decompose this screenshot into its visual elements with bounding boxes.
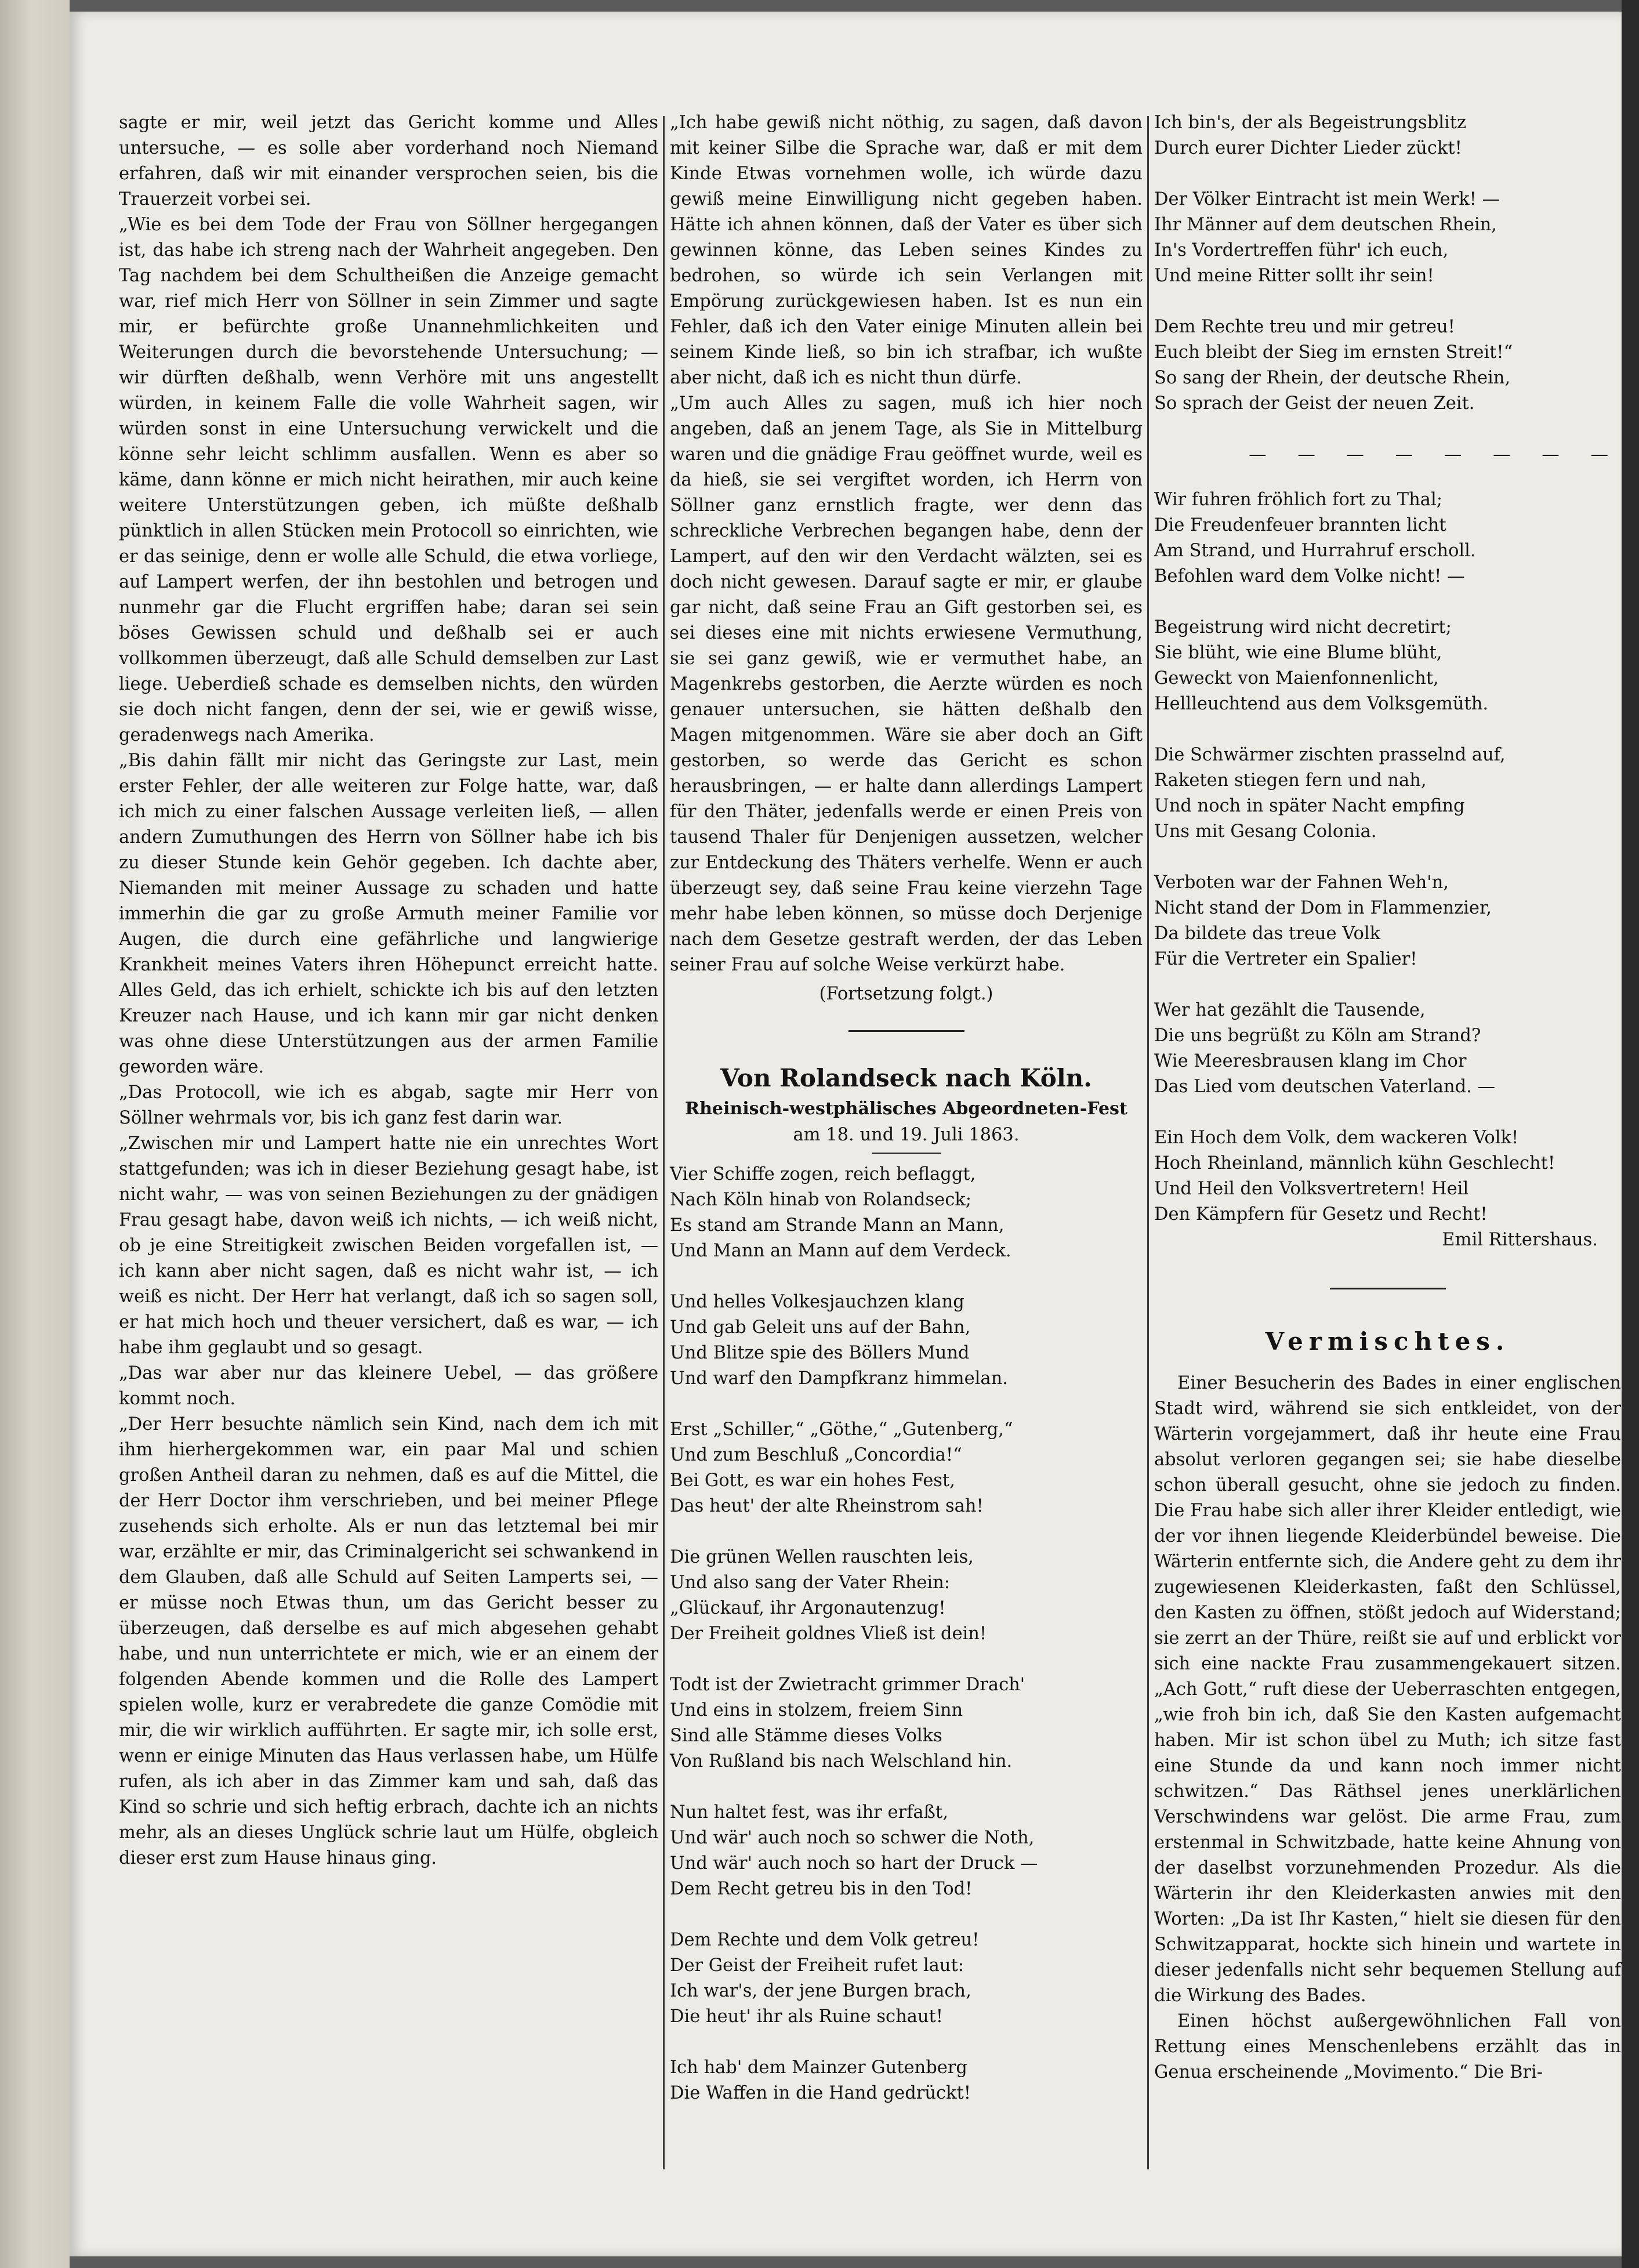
poem-line: Befohlen ward dem Volke nicht! — (1154, 566, 1465, 586)
poem-line: Die grünen Wellen rauschten leis, (670, 1547, 974, 1567)
poem-line: Todt ist der Zwietracht grimmer Drach' (670, 1675, 1025, 1695)
poem-line: So sang der Rhein, der deutsche Rhein, (1154, 368, 1511, 388)
poem-line: Sind alle Stämme dieses Volks (670, 1726, 942, 1746)
stanza (670, 1417, 1143, 1519)
poem-line: Und wär' auch noch so schwer die Noth, (670, 1828, 1035, 1848)
poem-line: Und noch in später Nacht empfing (1154, 796, 1465, 816)
stanza (670, 1672, 1143, 1774)
poem-line: Ihr Männer auf dem deutschen Rhein, (1154, 215, 1497, 235)
paragraph: „Ich habe gewiß nicht nöthig, zu sagen, daß davon mit keiner Silbe die Sprache war, daß er mit dem Kinde Etwas vornehmen wolle, ich würde dazu gewiß meine Einwilligung nicht gegeben haben. Hätte ich ahnen können, daß der Vater es über sich gewinnen könne, das Leben seines Kindes zu bedrohen, so würde ich sein Verlangen mit Empörung zurückgewiesen haben. Ist es nun ein Fehler, daß ich den Vater einige Minuten allein bei seinem Kinde ließ, so bin ich strafbar, ich wußte aber nicht, daß ich es nicht thun dürfe. (670, 113, 1143, 388)
column-3 (1154, 110, 1621, 2085)
column-rule-right (1147, 116, 1149, 2169)
title-separator (872, 1153, 941, 1154)
paragraph: Einer Besucherin des Bades in einer englischen Stadt wird, während sie sich entkleidet, von der Wärterin vorgejammert, daß ihr heute eine Frau absolut verloren gegangen sei; sie habe dieselbe schon überall gesucht, ohne sie jedoch zu finden. Die Frau habe sich aller ihrer Kleider entledigt, wie der vor ihnen liegende Kleiderbündel beweise. Die Wärterin entfernte sich, die Andere geht zu dem ihr zugewiesenen Kleiderkasten, faßt den Schlüssel, den Kasten zu öffnen, stößt jedoch auf Widerstand; sie zerrt an der Thüre, reißt sie auf und erblickt vor sich eine nackte Frau zusammengekauert sitzen. „Ach Gott,“ ruft diese der Ueberraschten entgegen, „wie froh bin ich, daß Sie den Kasten aufgemacht haben. Mir ist schon übel zu Muth; ich sitze fast eine Stunde da und kann noch immer nicht schwitzen.“ Das Räthsel jenes unerklärlichen Verschwindens war gelöst. Die arme Frau, zum erstenmal in Schwitzbade, hatte keine Ahnung von der daselbst vorzunehmenden Prozedur. Als die Wärterin ihr den Kleiderkasten anwies mit den Worten: „Da ist Ihr Kasten,“ hielt sie diesen für den Schwitzapparat, hockte sich hinein und wartete in dieser jedenfalls nicht sehr bequemen Stellung auf die Wirkung des Bades. (1154, 1373, 1621, 2006)
paragraph: „Der Herr besuchte nämlich sein Kind, nach dem ich mit ihm hierhergekommen war, ein paar Mal und schien großen Antheil daran zu nehmen, daß es auf die Mittel, die der Herr Doctor ihm verschrieben, und bei meiner Pflege zusehends sich erholte. Als er nun das letztemal bei mir war, erzählte er mir, das Criminalgericht sei schwankend in dem Glauben, daß alle Schuld auf Seiten Lamperts sei, — er müsse noch Etwas thun, um das Gericht besser zu überzeugen, daß derselbe es auf mich abgesehen gehabt habe, und nun unterrichtete er mich, wie er an einem der folgenden Abende kommen und die Rolle des Lampert spielen wolle, kurz er verabredete die ganze Comödie mit mir, die wir wirklich aufführten. Er sagte mir, ich solle erst, wenn er einige Minuten das Haus verlassen habe, um Hülfe rufen, als ich aber in das Zimmer kam und sah, daß das Kind so schrie und sich heftig erbrach, dachte ich an nichts mehr, als an dieses Unglück schrie laut um Hülfe, obgleich dieser erst zum Hause hinaus ging. (119, 1414, 658, 1868)
stanza (670, 2055, 1143, 2106)
column-1 (119, 110, 658, 1871)
paragraph: „Zwischen mir und Lampert hatte nie ein unrechtes Wort stattgefunden; was ich in dieser Beziehung gesagt habe, ist nicht wahr, — was von seinen Beziehungen zu der gnädigen Frau gesagt habe, davon weiß ich nichts, — ich weiß nicht, ob je eine Streitigkeit zwischen Beiden vorgefallen ist, — ich kann aber nicht sagen, daß es nicht wahr ist, — ich weiß es nicht. Der Herr hat verlangt, daß ich so sagen soll, er hat mich hoch und theuer versichert, daß es war, — ich habe ihm geglaubt und so gesagt. (119, 1133, 658, 1358)
poem-line: Die heut' ihr als Ruine schaut! (670, 2006, 944, 2027)
scan-edge (1622, 0, 1639, 2268)
poem-line: Erst „Schiller,“ „Göthe,“ „Gutenberg,“ (670, 1419, 1013, 1440)
section-separator (1330, 1288, 1446, 1289)
poem-line: Sie blüht, wie eine Blume blüht, (1154, 643, 1442, 663)
poem-line: Die uns begrüßt zu Köln am Strand? (1154, 1026, 1481, 1046)
poem-line: Verboten war der Fahnen Weh'n, (1154, 872, 1449, 893)
poem-line: Durch eurer Dichter Lieder zückt! (1154, 138, 1462, 158)
poem-line: Nicht stand der Dom in Flammenzier, (1154, 898, 1492, 918)
poem-line: Das Lied vom deutschen Vaterland. — (1154, 1077, 1496, 1097)
stanza (1154, 615, 1621, 717)
poem-line: Wer hat gezählt die Tausende, (1154, 1000, 1426, 1020)
stanza (1154, 110, 1621, 161)
poem-line: Der Freiheit goldnes Vließ ist dein! (670, 1624, 987, 1644)
poem-line: Uns mit Gesang Colonia. (1154, 821, 1377, 842)
column-2 (670, 110, 1143, 2132)
poem-line: Und also sang der Vater Rhein: (670, 1573, 951, 1593)
poem-line: In's Vordertreffen führ' ich euch, (1154, 240, 1449, 260)
stanza (670, 1800, 1143, 1902)
paragraph: „Um auch Alles zu sagen, muß ich hier noch angeben, daß an jenem Tage, als Sie in Mittelburg waren und die gnädige Frau geöffnet wurde, weil es da hieß, sie sei vergiftet worden, ich Herrn von Söllner ganz ernstlich fragte, wer denn das schreckliche Verbrechen begangen habe, denn der Lampert, auf den wir den Verdacht wälzten, sei es doch nicht gewesen. Darauf sagte er mir, er glaube gar nicht, daß seine Frau an Gift gestorben sei, es sei dieses eine mit nichts erwiesene Vermuthung, sie sei ganz gewiß, wie er vermuthet habe, an Magenkrebs gestorben, die Aerzte würden es noch genauer untersuchen, sie hätten deßhalb den Magen mitgenommen. Wäre sie aber doch an Gift gestorben, so werde das Gericht es schon herausbringen, — er halte dann allerdings Lampert für den Thäter, jedenfalls werde er einen Preis von tausend Thaler für Denjenigen aussetzen, welcher zur Entdeckung des Thäters verhelfe. Wenn er auch überzeugt sey, daß seine Frau keine vierzehn Tage mehr habe leben können, so müsse doch Derjenige nach dem Gesetze gestraft werden, der das Leben seiner Frau auf solche Weise verkürzt habe. (670, 393, 1143, 975)
poem-line: „Glückauf, ihr Argonautenzug! (670, 1598, 946, 1618)
paragraph: Einen höchst außergewöhnlichen Fall von Rettung eines Menschenlebens erzählt das in Genua erscheinende „Movimento.“ Die Bri- (1154, 2011, 1621, 2082)
poem-line: Hoch Rheinland, männlich kühn Geschlecht! (1154, 1153, 1555, 1173)
poem-line: Wir fuhren fröhlich fort zu Thal; (1154, 490, 1442, 510)
poem-subtitle: Rheinisch-westphälisches Abgeordneten-Fest (685, 1099, 1127, 1119)
stanza (1154, 742, 1621, 845)
poem-line: Ich bin's, der als Begeistrungsblitz (1154, 113, 1467, 133)
poem-line: Der Geist der Freiheit rufet laut: (670, 1955, 964, 1976)
poem-line: Es stand am Strande Mann an Mann, (670, 1215, 1005, 1236)
poem-line: Und meine Ritter sollt ihr sein! (1154, 266, 1434, 286)
poem-line: Nun haltet fest, was ihr erfaßt, (670, 1802, 948, 1823)
poem-line: Und warf den Dampfkranz himmelan. (670, 1368, 1008, 1389)
poem-line: Dem Recht getreu bis in den Tod! (670, 1879, 973, 1899)
poem-line: Hellleuchtend aus dem Volksgemüth. (1154, 694, 1489, 714)
stanza (670, 1162, 1143, 1264)
poem-date: am 18. und 19. Juli 1863. (793, 1125, 1020, 1145)
poem-signature: Emil Rittershaus. (1442, 1230, 1598, 1250)
poem-line: Und eins in stolzem, freiem Sinn (670, 1700, 963, 1720)
poem-line: Und helles Volkesjauchzen klang (670, 1292, 964, 1312)
poem-rolandseck (670, 1162, 1143, 2106)
poem-line: Die Waffen in die Hand gedrückt! (670, 2083, 971, 2103)
section-title-vermischtes: Vermischtes. (1265, 1327, 1510, 1356)
stanza (670, 1289, 1143, 1392)
poem-line: Ein Hoch dem Volk, dem wackeren Volk! (1154, 1128, 1519, 1148)
stanza (1154, 998, 1621, 1100)
poem-line: Raketen stiegen fern und nah, (1154, 770, 1427, 791)
poem-line: Und wär' auch noch so hart der Druck — (670, 1853, 1038, 1874)
poem-line: Für die Vertreter ein Spalier! (1154, 949, 1417, 969)
stanza (1154, 487, 1621, 589)
poem-line: Ich war's, der jene Burgen brach, (670, 1981, 971, 2001)
column-rule-left (663, 116, 665, 2169)
poem-line: Da bildete das treue Volk (1154, 923, 1381, 944)
poem-line: Nach Köln hinab von Rolandseck; (670, 1190, 972, 1210)
dash-separator: — — — — — — — — (1249, 444, 1621, 465)
poem-line: Die Freudenfeuer brannten licht (1154, 515, 1446, 535)
stanza (1154, 1125, 1621, 1227)
poem-line: Die Schwärmer zischten prasselnd auf, (1154, 745, 1506, 765)
poem-line: So sprach der Geist der neuen Zeit. (1154, 393, 1475, 414)
poem-continuation (1154, 110, 1621, 416)
poem-line: Das heut' der alte Rheinstrom sah! (670, 1496, 984, 1516)
stanza (1154, 870, 1621, 972)
paragraph: sagte er mir, weil jetzt das Gericht komme und Alles untersuche, — es solle aber vorderhand noch Niemand erfahren, daß wir mit einander versprochen seien, bis die Trauerzeit vorbei sei. (119, 113, 658, 209)
poem-line: Dem Rechte treu und mir getreu! (1154, 317, 1455, 337)
poem-line: Und zum Beschluß „Concordia!“ (670, 1445, 962, 1465)
poem-continuation-2 (1154, 487, 1621, 1227)
poem-line: Wie Meeresbrausen klang im Chor (1154, 1051, 1467, 1071)
stanza (670, 1928, 1143, 2030)
poem-line: Bei Gott, es war ein hohes Fest, (670, 1470, 955, 1491)
poem-line: Am Strand, und Hurrahruf erscholl. (1154, 541, 1476, 561)
poem-line: Euch bleibt der Sieg im ernsten Streit!“ (1154, 342, 1513, 363)
section-separator (848, 1030, 964, 1032)
poem-line: Den Kämpfern für Gesetz und Recht! (1154, 1204, 1488, 1224)
continued-note: (Fortsetzung folgt.) (819, 984, 993, 1004)
stanza (670, 1545, 1143, 1647)
poem-line: Der Völker Eintracht ist mein Werk! — (1154, 189, 1500, 209)
poem-line: Und Heil den Volksvertretern! Heil (1154, 1179, 1469, 1199)
poem-line: Vier Schiffe zogen, reich beflaggt, (670, 1164, 976, 1184)
poem-line: Und Mann an Mann auf dem Verdeck. (670, 1241, 1011, 1261)
poem-line: Von Rußland bis nach Welschland hin. (670, 1751, 1013, 1771)
paragraph: „Das Protocoll, wie ich es abgab, sagte mir Herr von Söllner wehrmals vor, bis ich ganz fest darin war. (119, 1082, 658, 1128)
poem-line: Begeistrung wird nicht decretirt; (1154, 617, 1452, 637)
stanza (1154, 314, 1621, 416)
poem-line: Geweckt von Maienfonnenlicht, (1154, 668, 1439, 689)
poem-title: Von Rolandseck nach Köln. (720, 1064, 1092, 1092)
poem-line: Dem Rechte und dem Volk getreu! (670, 1930, 980, 1950)
stanza (1154, 187, 1621, 289)
paragraph: „Wie es bei dem Tode der Frau von Söllner hergegangen ist, das habe ich streng nach der Wahrheit angegeben. Den Tag nachdem bei dem Schultheißen die Anzeige gemacht war, rief mich Herr von Söllner in sein Zimmer und sagte mir, er befürchte große Unannehmlichkeiten und Weiterungen durch die bevorstehende Untersuchung; — wir dürften deßhalb, wenn Verhöre mit uns angestellt würden, in keinem Falle die volle Wahrheit sagen, wir würden sonst in eine Untersuchung verwickelt und die könne sehr leicht schlimm ausfallen. Wenn es aber so käme, dann könne er mich nicht heirathen, mir auch keine weitere Unterstützungen geben, ich müßte deßhalb pünktlich in allen Stücken mein Protocoll so einrichten, wie er das seinige, denn er wolle alle Schuld, die etwa vorliege, auf Lampert werfen, der ihn bestohlen und betrogen und nunmehr gar die Flucht ergriffen habe; daran sei sein böses Gewissen schuld und deßhalb sei er auch vollkommen überzeugt, daß alle Schuld demselben zur Last liege. Ueberdieß schade es demselben nichts, den würden sie doch nicht fangen, denn der sei, wie er gewiß wisse, geradenwegs nach Amerika. (119, 215, 658, 745)
poem-line: Ich hab' dem Mainzer Gutenberg (670, 2057, 967, 2078)
paragraph: „Bis dahin fällt mir nicht das Geringste zur Last, mein erster Fehler, der alle weiteren zur Folge hatte, war, daß ich mich zu einer falschen Aussage verleiten ließ, — allen andern Zumuthungen des Herrn von Söllner habe ich bis zu dieser Stunde kein Gehör gegeben. Ich dachte aber, Niemanden mit meiner Aussage zu schaden und hatte immerhin die gar zu große Armuth meiner Familie vor Augen, die durch eine gefährliche und langwierige Krankheit meines Vaters ihren Höhepunct erreicht hatte. Alles Geld, das ich erhielt, schickte ich bis auf den letzten Kreuzer nach Hause, und ich kann mir gar nicht denken was ohne diese Unterstützungen aus der armen Familie geworden wäre. (119, 751, 658, 1077)
poem-line: Und Blitze spie des Böllers Mund (670, 1343, 970, 1363)
paragraph: „Das war aber nur das kleinere Uebel, — das größere kommt noch. (119, 1363, 658, 1409)
poem-line: Und gab Geleit uns auf der Bahn, (670, 1317, 971, 1338)
book-spine (0, 0, 70, 2268)
